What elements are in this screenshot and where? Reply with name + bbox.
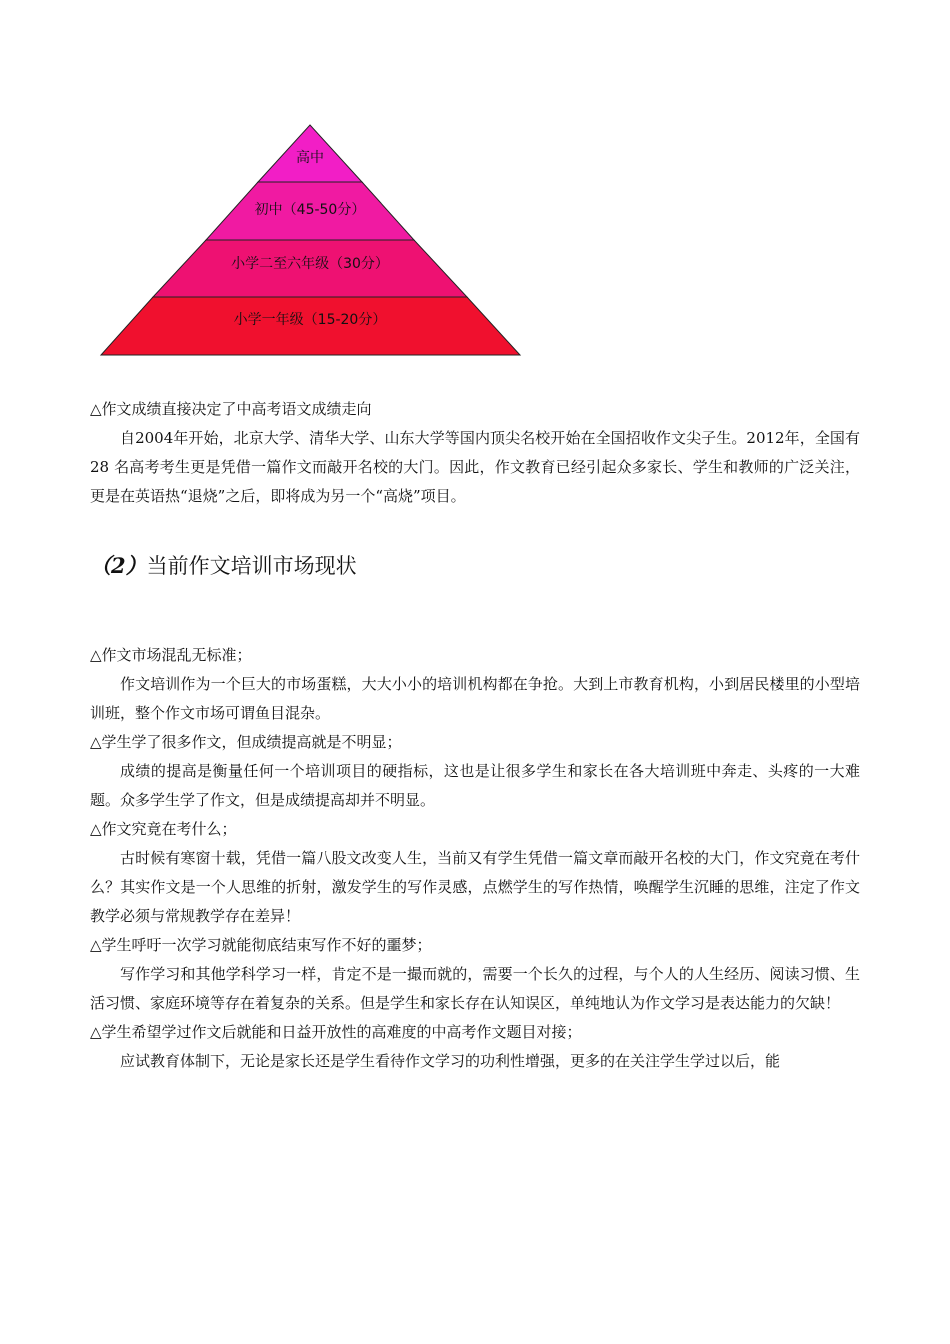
- paragraph: 写作学习和其他学科学习一样，肯定不是一撮而就的，需要一个长久的过程，与个人的人生经历、阅读习惯、生活习惯、家庭环境等存在着复杂的关系。但是学生和家长存在认知误区，单纯地认为作文学习是表达能力的欠缺！: [90, 965, 860, 1012]
- score-pyramid-diagram: [0, 0, 950, 380]
- pyramid-label-4: 小学一年级（15-20分）: [233, 312, 387, 328]
- heading-text: 当前作文培训市场现状: [146, 554, 357, 578]
- document-body: [90, 395, 860, 1076]
- bullet-line: △作文究竟在考什么；: [90, 820, 237, 838]
- bullet-line: △学生希望学过作文后就能和日益开放性的高难度的中高考作文题目对接；: [90, 1023, 582, 1041]
- paragraph: 作文培训作为一个巨大的市场蛋糕，大大小小的培训机构都在争抢。大到上市教育机构，小到居民楼里的小型培训班，整个作文市场可谓鱼目混杂。: [90, 675, 860, 722]
- section-heading: [90, 549, 860, 583]
- paragraph: 应试教育体制下，无论是家长还是学生看待作文学习的功利性增强，更多的在关注学生学过以后，能: [120, 1052, 781, 1070]
- bullet-line: △学生呼吁一次学习就能彻底结束写作不好的噩梦；: [90, 936, 432, 954]
- pyramid-label-3: 小学二至六年级（30分）: [231, 256, 389, 272]
- bullet-line: △作文成绩直接决定了中高考语文成绩走向: [90, 400, 372, 418]
- paragraph: 古时候有寒窗十载，凭借一篇八股文改变人生，当前又有学生凭借一篇文章而敲开名校的大门，作文究竟在考什么？其实作文是一个人思维的折射，激发学生的写作灵感，点燃学生的写作热情，唤醒学生沉睡的思维，注定了作文教学必须与常规教学存在差异！: [90, 849, 860, 925]
- paragraph: 自2004年开始，北京大学、清华大学、山东大学等国内顶尖名校开始在全国招收作文尖子生。2012年，全国有 28 名高考考生更是凭借一篇作文而敲开名校的大门。因此，作文教育已经引起众多家长、学生和教师的广泛关注，更是在英语热“退烧”之后，即将成为另一个“高烧”项目。: [90, 429, 860, 505]
- paragraph: 成绩的提高是衡量任何一个培训项目的硬指标，这也是让很多学生和家长在各大培训班中奔走、头疼的一大难题。众多学生学了作文，但是成绩提高却并不明显。: [90, 762, 860, 809]
- bullet-line: △作文市场混乱无标准；: [90, 646, 252, 664]
- bullet-line: △学生学了很多作文，但成绩提高就是不明显；: [90, 733, 402, 751]
- pyramid-label-2: 初中（45-50分）: [254, 202, 366, 218]
- heading-number: （2）: [90, 553, 147, 578]
- pyramid-label-1: 高中: [296, 150, 324, 166]
